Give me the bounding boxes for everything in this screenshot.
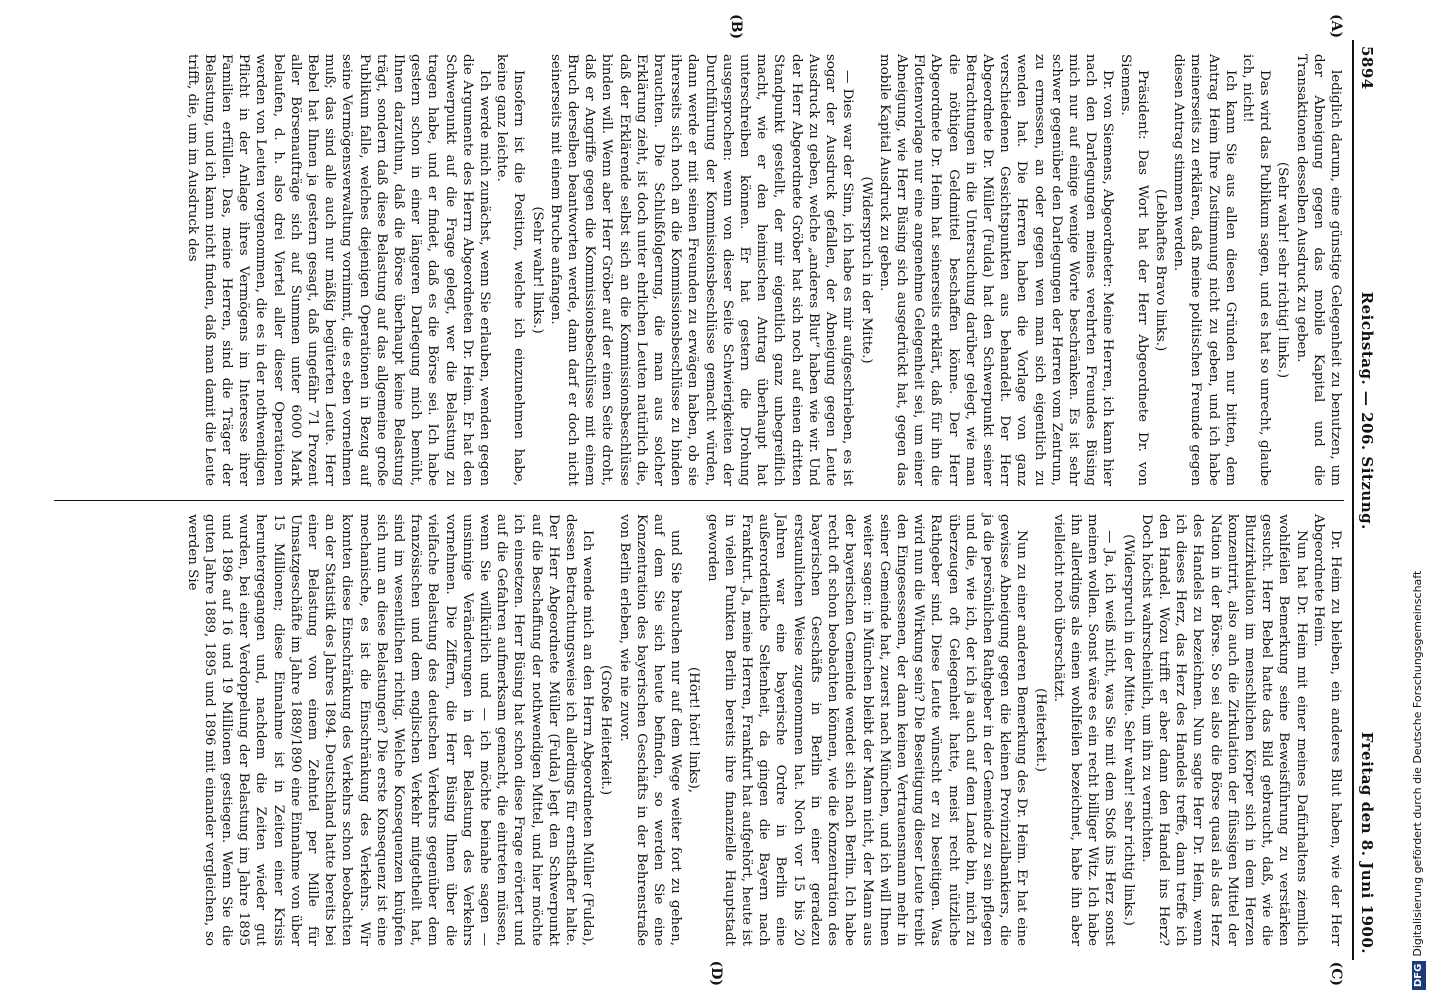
interjection: (Widerspruch in der Mitte. Sehr wahr! sehr richtig links.) [1120,534,1136,926]
paragraph: lediglich darum, eine günstige Gelegenheit zu benutzen, um der Abneigung gegen das mobile Kapital und die Transaktionen desselben Ausdruck zu geben. [1293,54,1343,486]
paragraph: Dr. Heim zu bleiben, ein anderes Blut haben, wie der Herr Abgeordnete Heim. [1310,514,1343,946]
interjection: (Große Heiterkeit.) [598,664,614,796]
interjection: (Hört! hört! links), [686,666,702,794]
text-columns [54,14,1344,986]
margin-marker-d: (D) [708,960,724,986]
column-divider [54,500,1344,501]
left-column [54,40,1344,500]
paragraph: — Dies war der Sinn, ich habe es mir aufgeschrieben, es ist sogar der Ausdruck gefallen, der Abneigung gegen Leute Ausdruck zu geben, welche „anderes Blut“ haben wie wir. Und der Herr Abgeordnete Gröber hat sich noch auf einen dritten Standpunkt gestellt, der mir eigentlich ganz unbegreiflich macht, wie er den heimischen Antrag überhaupt hat unterschreiben können. Er hat gestern die Drohung ausgesprochen: wenn von dieser Seite Schwierigkeiten der Durchführung der Kommissionsbeschlüsse gemacht würden, dann werde er mit seinen Freunden zu erwägen haben, ob sie ihrerseits sich noch an die Kommissionsbeschlüsse zu binden brauchten. Die Schlußfolgerung, die man aus solcher Erklärung zieht, ist doch unter ehrlichen Leuten natürlich die, daß der Erklärende selbst sich an die Kommissionsbeschlüsse binden will. Wenn aber Herr Gröber auf der einen Seite droht, daß er Angriffe gegen die Kommissionsbeschlüsse mit einem Bruch derselben beantworten werde, dann darf er doch nicht seinerseits mit einem Bruche anfangen. [547,54,856,486]
paragraph: Insofern ist die Position, welche ich einzunehmen habe, keine ganz leichte. [494,54,527,486]
interjection: (Sehr wahr! links.) [529,206,545,334]
margin-marker-a: (A) [1328,14,1344,39]
dfg-logo: DFG [1412,961,1426,990]
right-column [54,500,1344,960]
paragraph: Nun hat Dr. Heim mit einer meines Dafürhaltens ziemlich wohlfeilen Bemerkung seine Beweisführung zu verstärken gesucht. Herr Bebel hatte das Bild gebraucht, daß, wie die Blutzirkulation im menschlichen Körper sich in dem Herzen konzentrirt, also auch die Zirkulation der flüssigen Mittel der Nation in der Börse. So sei also die Börse quasi als das Herz des Handels zu bezeichnen. Nun sagte Herr Dr. Heim, wenn ich dieses Herz, das Herz des Handels treffe, dann treffe ich den Handel. Wozu trifft er aber dann den Handel ins Herz? Doch höchst wahrscheinlich, um ihn zu vernichten. [1138,514,1309,946]
footer-credit [1407,0,1429,1000]
digitization-footer [1407,0,1429,1000]
paragraph: Ich werde mich zunächst, wenn Sie erlauben, wenden gegen die Argumente des Herrn Abgeordneten Dr. Heim. Er hat den Schwerpunkt auf die Frage gelegt, wer die Belastung zu tragen habe, und er findet, daß es die Börse sei. Ich habe gestern schon in einer längeren Darlegung mich bemüht, Ihnen darzuthun, daß die Börse überhaupt keine Belastung trägt, sondern daß diese Belastung auf das allgemeine große Publikum falle, welches diejenigen Operationen in Bezug auf seine Vermögensverwaltung vornimmt, die es eben vornehmen muß; das sind alle auch nur mäßig begüterten Leute. Herr Bebel hat Ihnen ja gestern gesagt, daß ungefähr 71 Prozent aller Börsenaufträge sich auf Summen unter 6000 Mark belaufen, d. h. also drei Viertel aller dieser Operationen werden von Leuten vorgenommen, die es in der nothwendigen Pflicht in der Anlage ihres Vermögens im Interesse ihrer Familien erfüllen. Das, meine Herren, sind die Träger der Belastung, und ich kann nicht finden, daß man damit die Leute trifft, die, um im Ausdruck des [184,54,493,486]
interjection: (Lebhaftes Bravo links.) [1152,188,1168,352]
paragraph: Nun zu einer anderen Bemerkung des Dr. Heim. Er hat eine gewisse Abneigung gegen die kleinen Provinzialbankiers, die ja die persönlichen Rathgeber in der Gemeinde zu sein pflegen und die, wie ich, der ich ja auch auf dem Lande bin, mich zu überzeugen oft Gelegenheit hatte, meist recht nützliche Rathgeber sind. Diese Leute wünscht er zu beseitigen. Was wird nun die Wirkung sein? Die Beseitigung dieser Leute treibt den Eingesessenen, der dann keinen Vertrauensmann mehr in seiner Gemeinde hat, zuerst nach München, und ich will Ihnen weiter sagen: in München bleibt der Mann nicht, der Mann aus der bayerischen Gemeinde wendet sich nach Berlin. Ich habe recht oft schon beobachten können, wie die Konzentration des bayerischen Geschäfts in Berlin in einer geradezu erstaunlichen Weise zugenommen hat. Noch vor 15 bis 20 Jahren war eine bayerische Ordre in Berlin eine außerordentliche Seltenheit, da gingen die Bayern nach Frankfurt. Ja, meine Herren, Frankfurt hat aufgehört, heute ist in vielen Punkten Berlin bereits ihre finanzielle Hauptstadt geworden [704,514,1030,946]
page-number: 5894 [1358,46,1376,90]
footer-text: Digitalisierung gefördert durch die Deutsche Forschungsgemeinschaft [1411,570,1424,957]
page-header [1352,40,1376,960]
paragraph: Ich wende mich an den Herrn Abgeordneten Müller (Fulda), dessen Betrachtungsweise ich allerdings für ernsthafter halte. Der Herr Abgeordnete Müller (Fulda) legt den Schwerpunkt auf die Beschaffung der nothwendigen Mittel, und hier möchte ich einsetzen. Herr Büsing hat schon diese Frage erörtert und auf die Gefahren aufmerksam gemacht, die eintreten müssen, wenn Sie willkürlich und — ich möchte beinahe sagen — unsinnige Veränderungen in der Belastung des Verkehrs vornehmen. Die Ziffern, die Herr Büsing Ihnen über die vielfache Belastung des deutschen Verkehrs gegenüber dem französischen und dem englischen Verkehr mitgetheilt hat, sind im wesentlichen richtig. Welche Konsequenzen knüpfen sich nun an diese Belastungen? Die erste Konsequenz ist eine mechanische, es ist die Einschränkung des Verkehrs. Wir konnten diese Einschränkung des Verkehrs schon beobachten an der Statistik des Jahres 1894. Deutschland hatte bereits bei einer Belastung von einem Zehntel per Mille für Umsatzgeschäfte im Jahre 1889/1890 eine Einnahme von über 15 Millionen; diese Einnahme ist in Zeiten einer Krisis heruntergegangen und, nachdem die Zeiten wieder gut wurden, bei einer Verdoppelung der Belastung im Jahre 1895 und 1896 auf 16 und 19 Millionen gestiegen. Wenn Sie die guten Jahre 1889, 1895 und 1896 mit einander vergleichen, so werden Sie [184,514,596,946]
margin-marker-b: (B) [728,14,744,40]
paragraph: Präsident: Das Wort hat der Herr Abgeordnete Dr. von Siemens. [1117,54,1150,486]
paragraph: Dr. von Siemens, Abgeordneter: Meine Herren, ich kann hier nach den Darlegungen meines verehrten Freundes Büsing mich nur auf einige wenige Worte beschränken. Es ist sehr schwer gegenüber den Darlegungen der Herren vom Zentrum, zu ermessen, an oder gegen wen man sich eigentlich zu wenden hat. Die Herren haben die Vorlage von ganz verschiedenen Gesichtspunkten aus behandelt. Der Herr Abgeordnete Dr. Müller (Fulda) hat den Schwerpunkt seiner Betrachtungen in die Untersuchung darüber gelegt, wie man die nöthigen Geldmittel beschaffen könne. Der Herr Abgeordnete Dr. Heim hat seinerseits erklärt, daß für ihn die Flottenvorlage nur eine angenehme Gelegenheit sei, um einer Abneigung, wie Herr Büsing sich ausgedrückt hat, gegen das mobile Kapital Ausdruck zu geben. [876,54,1116,486]
paragraph: — Ja, ich weiß nicht, was Sie mit dem Stoß ins Herz sonst meinen wollen. Sonst wäre es ein recht billiger Witz. Ich habe ihn allerdings als einen wohlfeilen bezeichnet, habe ihn aber vielleicht noch überschätzt. [1050,514,1118,946]
paragraph: Das wird das Publikum sagen, und es hat so unrecht, glaube ich, nicht! [1239,54,1273,486]
interjection: (Widerspruch in der Mitte.) [858,176,874,364]
paragraph: Ich kann Sie aus allen diesen Gründen nur bitten, dem Antrag Heim Ihre Zustimmung nicht zu geben, und ich habe meinerseits zu erklären, daß meine politischen Freunde gegen diesen Antrag stimmen werden. [1171,54,1238,486]
margin-marker-c: (C) [1328,961,1344,986]
interjection: (Heiterkeit.) [1032,688,1048,772]
paragraph: und Sie brauchen nur auf dem Wege weiter fort zu gehen, auf dem Sie sich heute befinden, so werden Sie eine Konzentration des bayerischen Geschäfts in der Behrenstraße von Berlin erleben, wie nie zuvor. [616,514,684,946]
running-title: Reichstag. — 206. Sitzung. [1358,291,1376,530]
page-date: Freitag den 8. Juni 1900. [1358,731,1376,954]
interjection: (Sehr wahr! sehr richtig! links.) [1275,161,1291,379]
